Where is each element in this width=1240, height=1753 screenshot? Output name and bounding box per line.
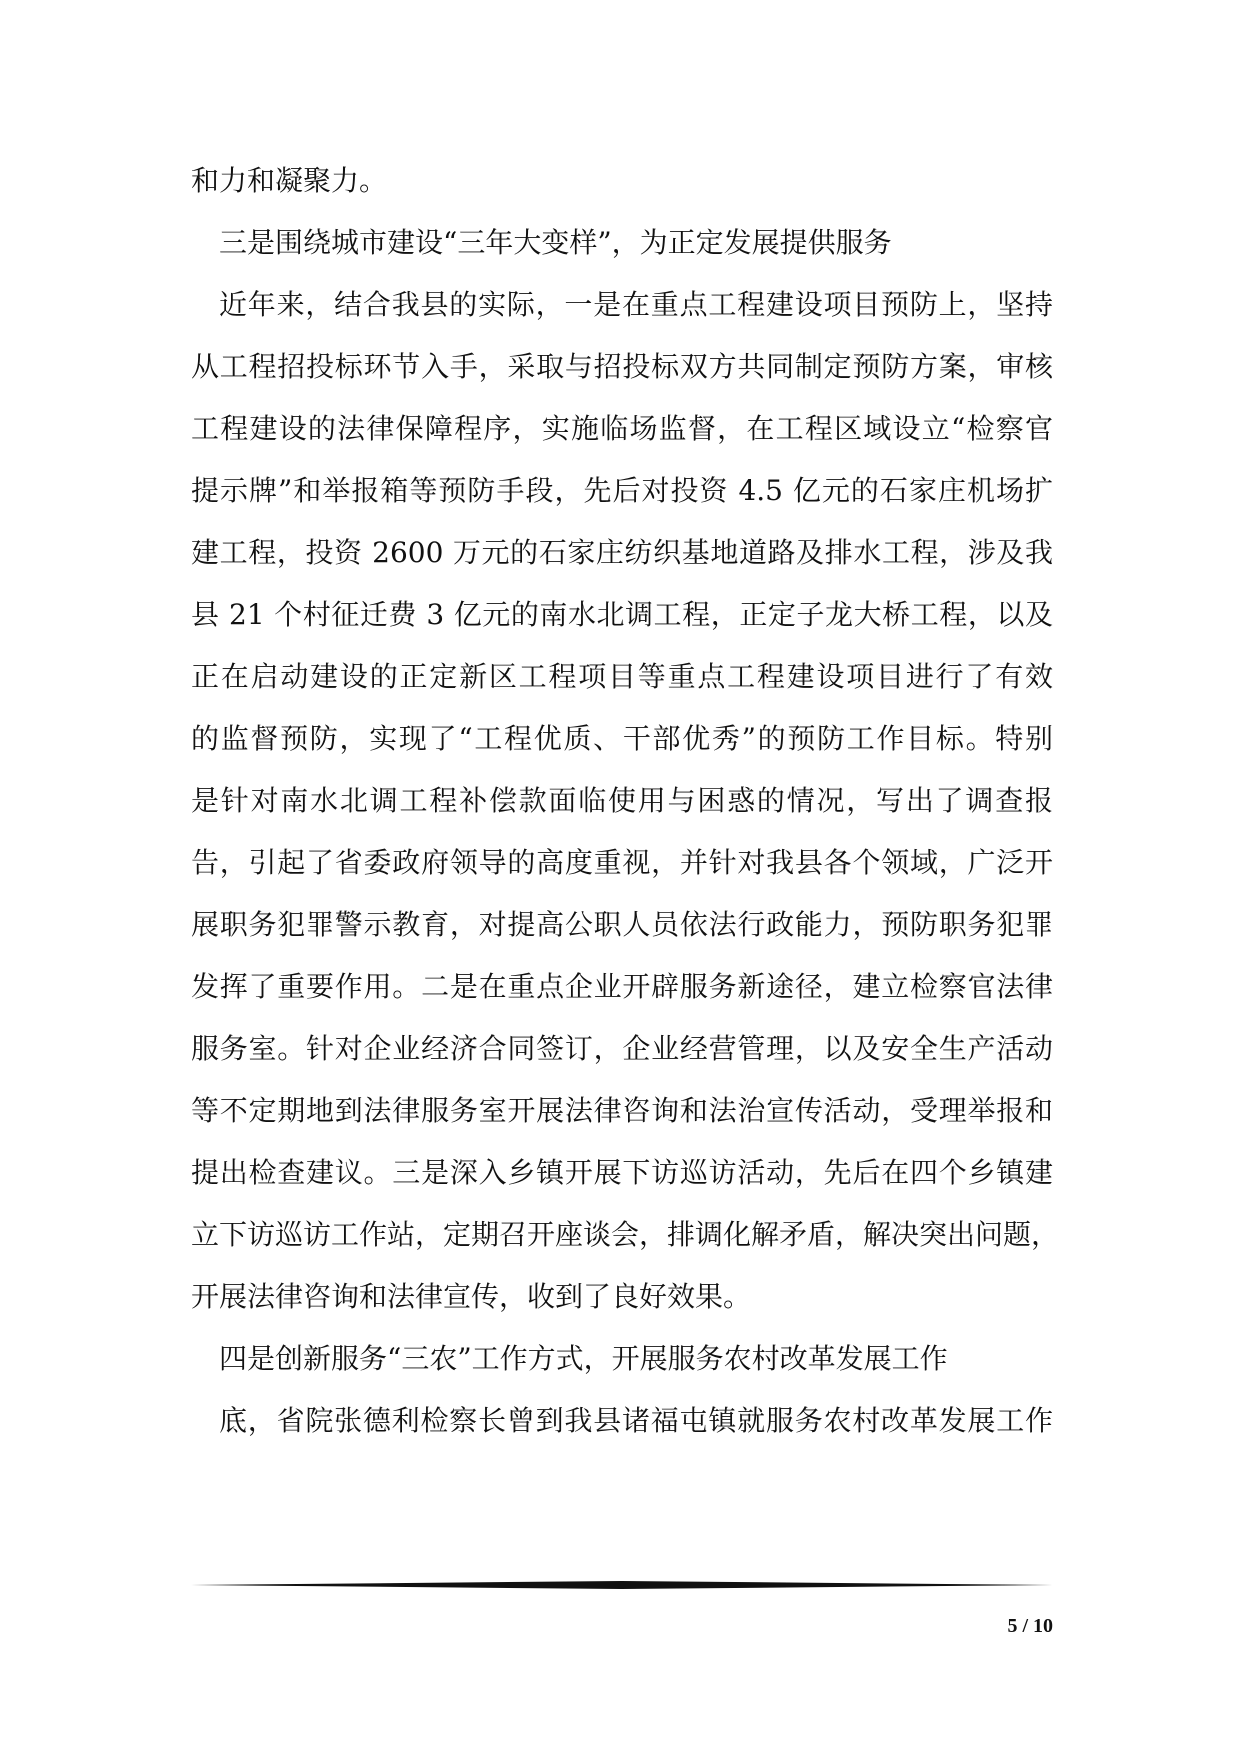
text-line: 等不定期地到法律服务室开展法律咨询和法治宣传活动，受理举报和 — [191, 1094, 1053, 1127]
text-line: 正在启动建设的正定新区工程项目等重点工程建设项目进行了有效 — [191, 660, 1053, 693]
text-line: 提出检查建议。三是深入乡镇开展下访巡访活动，先后在四个乡镇建 — [191, 1156, 1053, 1189]
section-heading: 三是围绕城市建设“三年大变样”，为正定发展提供服务 — [219, 226, 892, 259]
text-line: 告，引起了省委政府领导的高度重视，并针对我县各个领域，广泛开 — [191, 846, 1053, 879]
page-number: 5 / 10 — [1007, 1615, 1053, 1637]
footer-rule — [191, 1580, 1053, 1590]
text-line: 开展法律咨询和法律宣传，收到了良好效果。 — [191, 1280, 752, 1313]
text-line: 建工程，投资 2600 万元的石家庄纺织基地道路及排水工程，涉及我 — [191, 536, 1053, 569]
text-line: 的监督预防，实现了“工程优质、干部优秀”的预防工作目标。特别 — [191, 722, 1053, 755]
text-line: 是针对南水北调工程补偿款面临使用与困惑的情况，写出了调查报 — [191, 784, 1053, 817]
text-line: 县 21 个村征迁费 3 亿元的南水北调工程，正定子龙大桥工程，以及 — [191, 598, 1053, 631]
text-line: 立下访巡访工作站，定期召开座谈会，排调化解矛盾，解决突出问题， — [191, 1218, 1060, 1251]
text-line: 底，省院张德利检察长曾到我县诸福屯镇就服务农村改革发展工作 — [219, 1404, 1053, 1437]
text-line: 发挥了重要作用。二是在重点企业开辟服务新途径，建立检察官法律 — [191, 970, 1053, 1003]
body-text — [191, 150, 1060, 1452]
text-line: 近年来，结合我县的实际，一是在重点工程建设项目预防上，坚持 — [219, 288, 1053, 321]
section-heading: 四是创新服务“三农”工作方式，开展服务农村改革发展工作 — [219, 1342, 948, 1375]
text-line: 展职务犯罪警示教育，对提高公职人员依法行政能力，预防职务犯罪 — [191, 908, 1053, 941]
text-line: 提示牌”和举报箱等预防手段，先后对投资 4.5 亿元的石家庄机场扩 — [191, 474, 1053, 507]
text-line: 和力和凝聚力。 — [191, 164, 388, 197]
text-line: 从工程招投标环节入手，采取与招投标双方共同制定预防方案，审核 — [191, 350, 1053, 383]
text-line: 服务室。针对企业经济合同签订，企业经营管理，以及安全生产活动 — [191, 1032, 1053, 1065]
text-line: 工程建设的法律保障程序，实施临场监督，在工程区域设立“检察官 — [191, 412, 1053, 445]
